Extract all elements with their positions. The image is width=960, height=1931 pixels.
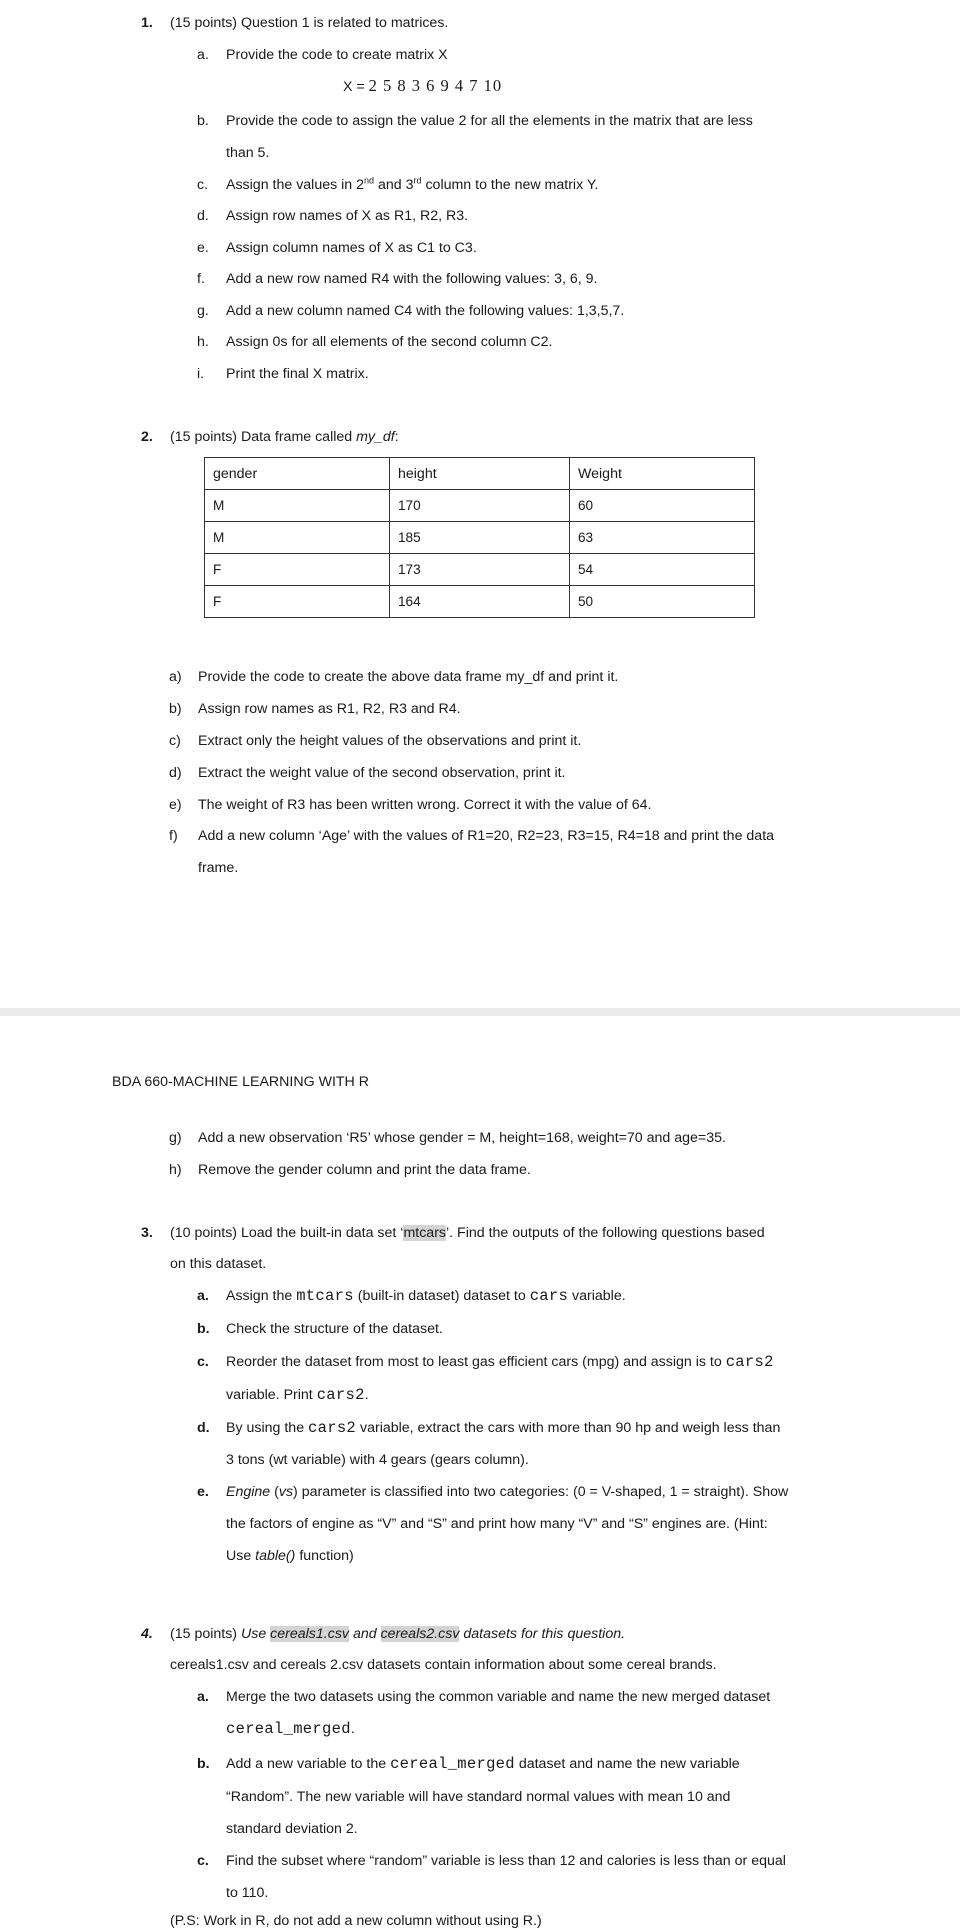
q2-g-text: Add a new observation ‘R5’ whose gender = M, height=168, weight=70 and age=35. bbox=[198, 1130, 726, 1146]
q2-e-marker: e) bbox=[169, 797, 182, 813]
q1-d-marker: d. bbox=[197, 208, 209, 224]
q2-number: 2. bbox=[141, 429, 153, 445]
q2-f-text-line2: frame. bbox=[198, 860, 239, 876]
q1-h-text: Assign 0s for all elements of the second column C2. bbox=[226, 334, 553, 350]
matrix-x-definition bbox=[343, 76, 502, 97]
table-cell: 164 bbox=[390, 586, 570, 618]
q3-e-text: Engine (vs) parameter is classified into two categories: (0 = V-shaped, 1 = straight). Show bbox=[226, 1484, 789, 1500]
q4-c-marker: c. bbox=[197, 1853, 209, 1869]
q1-heading: (15 points) Question 1 is related to matrices. bbox=[170, 15, 449, 31]
q3-a-marker: a. bbox=[197, 1288, 209, 1304]
q1-g-marker: g. bbox=[197, 303, 209, 319]
q1-f-marker: f. bbox=[197, 271, 205, 287]
q3-a-text: Assign the mtcars (built-in dataset) dataset to cars variable. bbox=[226, 1287, 626, 1305]
q4-b-text-line2: “Random”. The new variable will have standard normal values with mean 10 and bbox=[226, 1789, 731, 1805]
q3-heading: (10 points) Load the built-in data set ‘mtcars’. Find the outputs of the following questions based bbox=[170, 1225, 765, 1241]
table-row bbox=[205, 586, 755, 618]
q2-heading: (15 points) Data frame called my_df: bbox=[170, 429, 399, 445]
q4-c-text: Find the subset where “random” variable is less than 12 and calories is less than or equal bbox=[226, 1853, 786, 1869]
q4-a-marker: a. bbox=[197, 1689, 209, 1705]
q3-d-marker: d. bbox=[197, 1420, 210, 1436]
q2-d-text: Extract the weight value of the second observation, print it. bbox=[198, 765, 566, 781]
q2-a-marker: a) bbox=[169, 669, 182, 685]
page-2 bbox=[0, 1016, 960, 1929]
q2-h-marker: h) bbox=[169, 1162, 182, 1178]
q2-h-text: Remove the gender column and print the data frame. bbox=[198, 1162, 531, 1178]
q1-c-marker: c. bbox=[197, 177, 209, 193]
highlight-mtcars: mtcars bbox=[403, 1225, 447, 1241]
q1-b-text-line2: than 5. bbox=[226, 145, 270, 161]
q1-d-text: Assign row names of X as R1, R2, R3. bbox=[226, 208, 469, 224]
q4-heading: (15 points) Use cereals1.csv and cereals2.csv datasets for this question. bbox=[170, 1626, 626, 1642]
q4-intro: cereals1.csv and cereals 2.csv datasets contain information about some cereal brands. bbox=[170, 1657, 717, 1673]
matrix-values: 2 5 8 3 6 9 4 7 10 bbox=[368, 76, 503, 95]
q1-i-marker: i. bbox=[197, 366, 205, 382]
q1-e-marker: e. bbox=[197, 240, 209, 256]
q1-c-text: Assign the values in 2nd and 3rd column to the new matrix Y. bbox=[226, 175, 599, 193]
q1-a-marker: a. bbox=[197, 47, 209, 63]
q2-c-marker: c) bbox=[169, 733, 181, 749]
q1-number: 1. bbox=[141, 15, 153, 31]
table-cell: 185 bbox=[390, 522, 570, 554]
q1-h-marker: h. bbox=[197, 334, 209, 350]
table-row bbox=[205, 490, 755, 522]
q2-f-text: Add a new column ‘Age’ with the values of R1=20, R2=23, R3=15, R4=18 and print the data bbox=[198, 828, 775, 844]
q4-c-text-line2: to 110. bbox=[226, 1885, 269, 1901]
q2-b-text: Assign row names as R1, R2, R3 and R4. bbox=[198, 701, 461, 717]
q3-b-marker: b. bbox=[197, 1321, 210, 1337]
q1-f-text: Add a new row named R4 with the following values: 3, 6, 9. bbox=[226, 271, 598, 287]
q2-f-marker: f) bbox=[169, 828, 178, 844]
q3-c-text: Reorder the dataset from most to least gas efficient cars (mpg) and assign is to cars2 bbox=[226, 1353, 774, 1371]
table-row bbox=[205, 554, 755, 586]
q3-d-text: By using the cars2 variable, extract the cars with more than 90 hp and weigh less than bbox=[226, 1419, 781, 1437]
q1-a-text: Provide the code to create matrix X bbox=[226, 47, 448, 63]
table-header-row bbox=[205, 458, 755, 490]
table-header-cell: height bbox=[390, 458, 570, 490]
table-header-cell: Weight bbox=[570, 458, 755, 490]
q2-e-text: The weight of R3 has been written wrong. Correct it with the value of 64. bbox=[198, 797, 652, 813]
table-cell: M bbox=[205, 522, 390, 554]
q1-g-text: Add a new column named C4 with the following values: 1,3,5,7. bbox=[226, 303, 625, 319]
q3-e-marker: e. bbox=[197, 1484, 209, 1500]
table-header-cell: gender bbox=[205, 458, 390, 490]
table-cell: 50 bbox=[570, 586, 755, 618]
q3-e-text-line3: Use table() function) bbox=[226, 1548, 354, 1564]
q2-b-marker: b) bbox=[169, 701, 182, 717]
table-cell: 63 bbox=[570, 522, 755, 554]
q4-b-text-line3: standard deviation 2. bbox=[226, 1821, 358, 1837]
q3-b-text: Check the structure of the dataset. bbox=[226, 1321, 443, 1337]
q4-b-text: Add a new variable to the cereal_merged dataset and name the new variable bbox=[226, 1755, 740, 1773]
highlight-cereals2: cereals2.csv bbox=[380, 1626, 460, 1642]
q4-number: 4. bbox=[141, 1626, 153, 1642]
q1-i-text: Print the final X matrix. bbox=[226, 366, 369, 382]
q1-e-text: Assign column names of X as C1 to C3. bbox=[226, 240, 477, 256]
q3-c-marker: c. bbox=[197, 1354, 209, 1370]
q3-e-text-line2: the factors of engine as “V” and “S” and print how many “V” and “S” engines are. (Hint: bbox=[226, 1516, 768, 1532]
q3-number: 3. bbox=[141, 1225, 153, 1241]
q4-b-marker: b. bbox=[197, 1756, 210, 1772]
table-cell: F bbox=[205, 554, 390, 586]
matrix-label: X = bbox=[343, 79, 369, 95]
q2-a-text: Provide the code to create the above data frame my_df and print it. bbox=[198, 669, 619, 685]
q4-a-text-line2: cereal_merged. bbox=[226, 1720, 355, 1738]
q1-b-marker: b. bbox=[197, 113, 209, 129]
data-frame-table bbox=[204, 457, 755, 618]
q4-a-text: Merge the two datasets using the common variable and name the new merged dataset bbox=[226, 1689, 771, 1705]
table-cell: F bbox=[205, 586, 390, 618]
page-header: BDA 660-MACHINE LEARNING WITH R bbox=[112, 1074, 369, 1090]
table-cell: 60 bbox=[570, 490, 755, 522]
page-separator bbox=[0, 1008, 960, 1016]
q4-footnote: (P.S: Work in R, do not add a new column without using R.) bbox=[170, 1913, 542, 1929]
q2-c-text: Extract only the height values of the observations and print it. bbox=[198, 733, 582, 749]
q3-c-text-line2: variable. Print cars2. bbox=[226, 1386, 369, 1404]
q3-heading-line2: on this dataset. bbox=[170, 1256, 267, 1272]
table-cell: 54 bbox=[570, 554, 755, 586]
highlight-cereals1: cereals1.csv bbox=[270, 1626, 350, 1642]
table-cell: M bbox=[205, 490, 390, 522]
table-cell: 170 bbox=[390, 490, 570, 522]
q2-g-marker: g) bbox=[169, 1130, 182, 1146]
table-cell: 173 bbox=[390, 554, 570, 586]
q1-b-text: Provide the code to assign the value 2 for all the elements in the matrix that are less bbox=[226, 113, 753, 129]
q3-d-text-line2: 3 tons (wt variable) with 4 gears (gears column). bbox=[226, 1452, 529, 1468]
q2-d-marker: d) bbox=[169, 765, 182, 781]
table-row bbox=[205, 522, 755, 554]
